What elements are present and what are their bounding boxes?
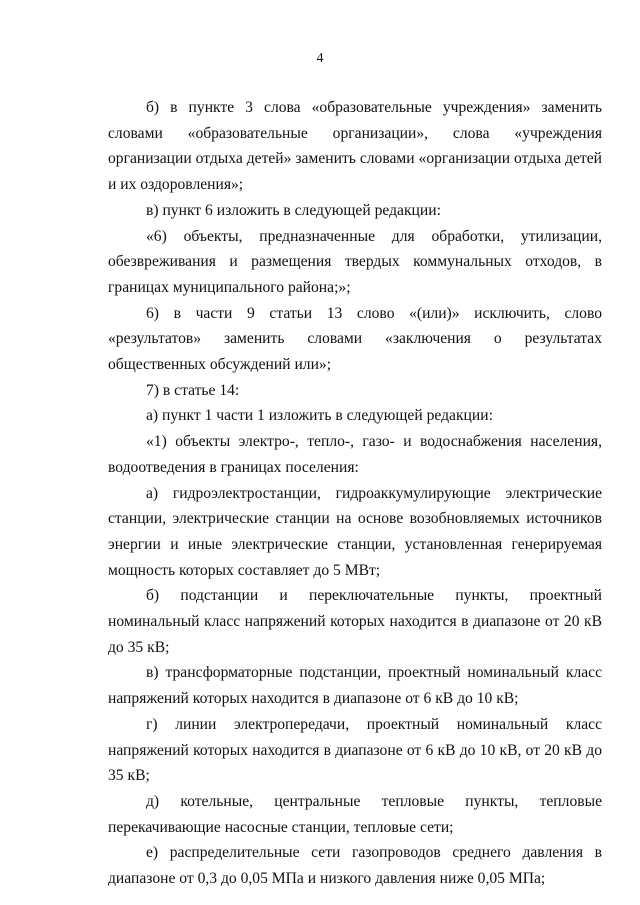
paragraph: в) пункт 6 изложить в следующей редакции: bbox=[146, 201, 441, 219]
paragraph: в) трансформаторные подстанции, проектный номинальный класс напряжений которых находится в диапазоне от 6 кВ до 10 кВ; bbox=[108, 664, 602, 708]
paragraph: 6) в части 9 статьи 13 слово «(или)» исключить, слово «результатов» заменить словами «заключения о результатах общественных обсуждений или»; bbox=[108, 304, 602, 374]
paragraph: 7) в статье 14: bbox=[146, 381, 240, 399]
paragraph: «6) объекты, предназначенные для обработки, утилизации, обезвреживания и размещения твердых коммунальных отходов, в границах муниципального района;»; bbox=[108, 227, 602, 296]
paragraph: г) линии электропередачи, проектный номинальный класс напряжений которых находится в диапазоне от 6 кВ до 10 кВ, от 20 кВ до 35 кВ; bbox=[108, 715, 602, 785]
document-body bbox=[108, 95, 602, 892]
paragraph: б) подстанции и переключательные пункты, проектный номинальный класс напряжений которых находится в диапазоне от 20 кВ до 35 кВ; bbox=[108, 587, 602, 656]
paragraph: «1) объекты электро-, тепло-, газо- и водоснабжения населения, водоотведения в границах поселения: bbox=[108, 433, 602, 476]
paragraph: а) гидроэлектростанции, гидроаккумулирующие электрические станции, электрические станции на основе возобновляемых источников энергии и иные электрические станции, установленная генерируемая мощность которых составляет до 5 МВт; bbox=[108, 484, 602, 579]
page-number: 4 bbox=[316, 51, 324, 66]
paragraph: б) в пункте 3 слова «образовательные учреждения» заменить словами «образовательные организации», слова «учреждения организации отдыха детей» заменить словами «организации отдыха детей и их оздоровления»; bbox=[108, 99, 602, 194]
paragraph: е) распределительные сети газопроводов среднего давления в диапазоне от 0,3 до 0,05 МПа и низкого давления ниже 0,05 МПа; bbox=[108, 844, 602, 888]
paragraph: д) котельные, центральные тепловые пункты, тепловые перекачивающие насосные станции, тепловые сети; bbox=[108, 792, 602, 836]
paragraph: а) пункт 1 части 1 изложить в следующей редакции: bbox=[146, 407, 493, 425]
